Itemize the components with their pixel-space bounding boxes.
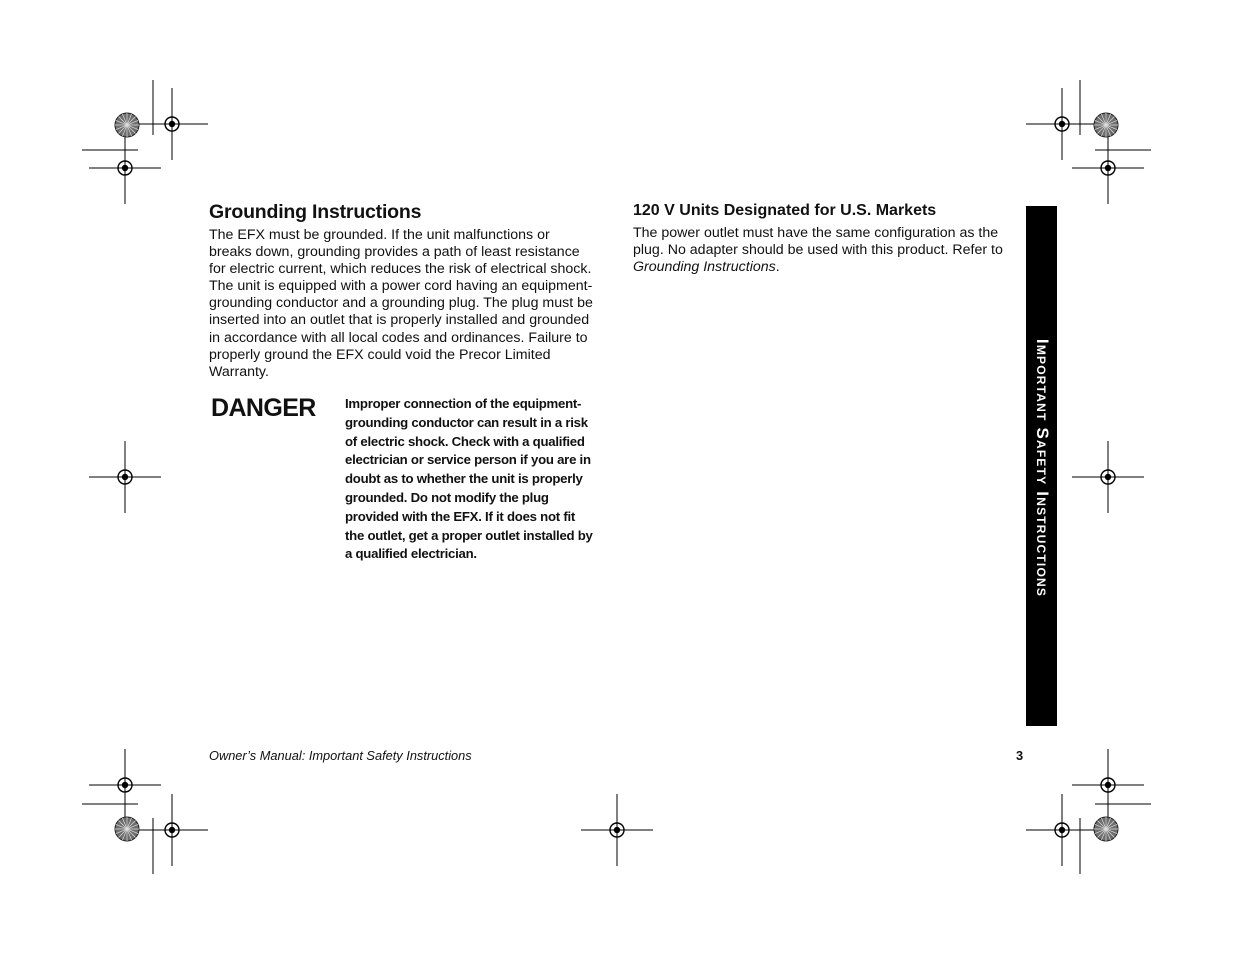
us-markets-text-end: .	[775, 259, 780, 276]
section-side-tab	[1026, 206, 1057, 726]
grounding-instructions-reference: Grounding Instructions	[633, 259, 776, 276]
footer-title: Owner’s Manual: Important Safety Instructions	[209, 748, 472, 763]
registration-target-icon	[89, 749, 161, 821]
starburst-icon	[1094, 113, 1118, 137]
danger-text: Improper connection of the equipment-grounding conductor can result in a risk of electric shock. Check with a qualified electrician or service person if you are in doubt as to whether the unit is properly grounded. Do not modify the plug provided with the EFX. If it does not fit the outlet, get a proper outlet installed by a qualified electrician.	[345, 396, 593, 562]
section-side-tab-label: Important Safety Instructions	[1032, 338, 1052, 598]
us-markets-text: The power outlet must have the same configuration as the plug. No adapter should be used with this product. Refer to	[633, 225, 1003, 259]
registration-target-icon	[1026, 88, 1098, 160]
registration-target-icon	[1072, 132, 1144, 204]
starburst-icon	[1094, 817, 1118, 841]
registration-target-icon	[89, 132, 161, 204]
grounding-paragraph: The EFX must be grounded. If the unit malfunctions or breaks down, grounding provides a path of least resistance for electric current, which reduces the risk of electrical shock. The unit is equipped with a power cord having an equipment-grounding conductor and a grounding plug. The plug must be inserted into an outlet that is properly installed and grounded in accordance with all local codes and ordinances. Failure to properly ground the EFX could void the Precor Limited Warranty.	[209, 227, 593, 380]
starburst-icon	[115, 113, 139, 137]
registration-target-icon	[89, 441, 161, 513]
grounding-heading: Grounding Instructions	[209, 201, 422, 223]
us-markets-heading: 120 V Units Designated for U.S. Markets	[633, 202, 937, 219]
registration-target-icon	[1072, 749, 1144, 821]
registration-target-icon	[581, 794, 653, 866]
registration-target-icon	[136, 794, 208, 866]
us-markets-paragraph	[633, 225, 1018, 277]
danger-label: DANGER	[211, 394, 316, 422]
page-number: 3	[1016, 748, 1024, 763]
registration-target-icon	[1072, 441, 1144, 513]
starburst-icon	[115, 817, 139, 841]
registration-target-icon	[136, 88, 208, 160]
registration-target-icon	[1026, 794, 1098, 866]
